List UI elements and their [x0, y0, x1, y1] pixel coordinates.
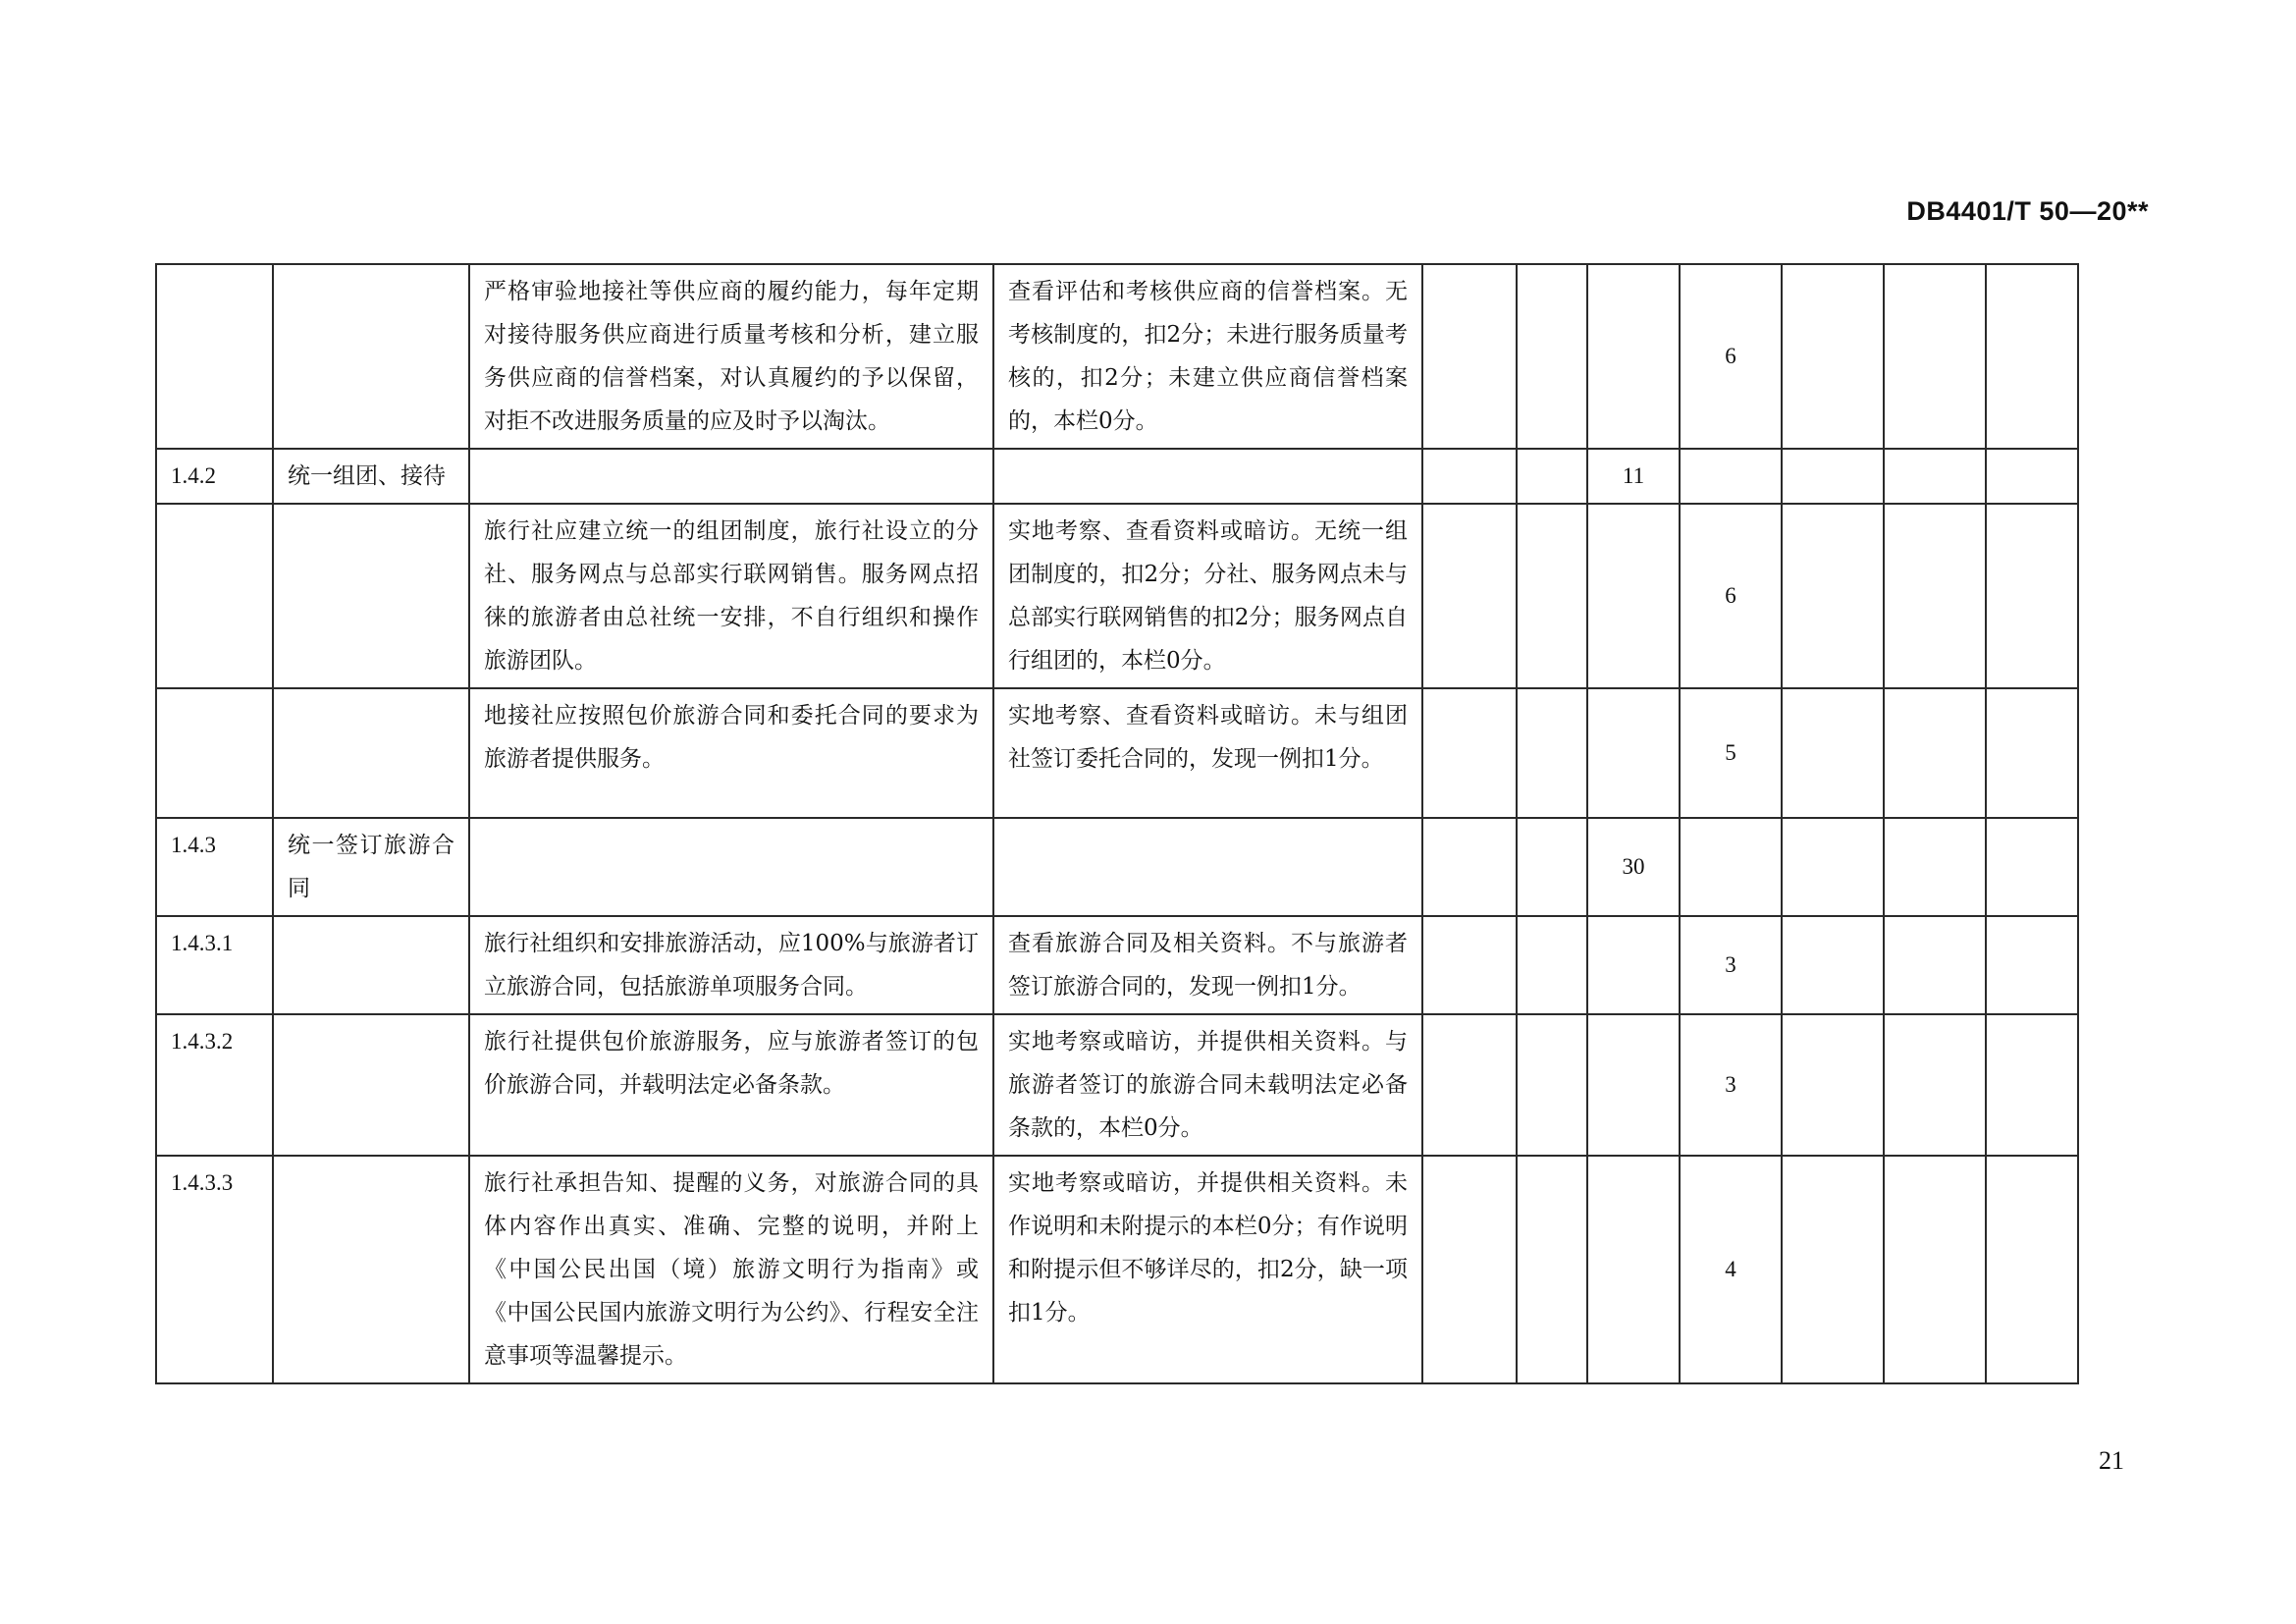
empty-cell: [1422, 916, 1517, 1014]
method-cell: 查看评估和考核供应商的信誉档案。无考核制度的，扣2分；未进行服务质量考核的，扣2分；未建立供应商信誉档案的，本栏0分。: [993, 264, 1422, 449]
empty-cell: [1986, 504, 2078, 688]
score-cell: 3: [1680, 1014, 1782, 1156]
empty-cell: [1517, 504, 1587, 688]
requirement-cell: [469, 449, 993, 504]
empty-cell: [1422, 504, 1517, 688]
empty-cell: [1517, 264, 1587, 449]
empty-cell: [1517, 818, 1587, 916]
score-cell: 5: [1680, 688, 1782, 818]
subtotal-cell: [1587, 504, 1680, 688]
score-cell: 4: [1680, 1156, 1782, 1383]
item-number: 1.4.3.1: [156, 916, 273, 1014]
score-cell: [1680, 449, 1782, 504]
table-row: [156, 1156, 2078, 1383]
empty-cell: [1884, 688, 1986, 818]
empty-cell: [1517, 1014, 1587, 1156]
item-number: 1.4.3: [156, 818, 273, 916]
empty-cell: [1986, 916, 2078, 1014]
item-number: [156, 688, 273, 818]
empty-cell: [1422, 688, 1517, 818]
empty-cell: [1986, 264, 2078, 449]
empty-cell: [1782, 449, 1884, 504]
empty-cell: [1884, 1014, 1986, 1156]
subtotal-cell: [1587, 916, 1680, 1014]
item-number: [156, 504, 273, 688]
method-cell: 实地考察、查看资料或暗访。未与组团社签订委托合同的，发现一例扣1分。: [993, 688, 1422, 818]
item-number: [156, 264, 273, 449]
empty-cell: [1986, 1156, 2078, 1383]
item-number: 1.4.3.3: [156, 1156, 273, 1383]
empty-cell: [1422, 264, 1517, 449]
table-row: [156, 449, 2078, 504]
empty-cell: [1884, 504, 1986, 688]
empty-cell: [1884, 916, 1986, 1014]
subtotal-cell: [1587, 264, 1680, 449]
score-cell: 3: [1680, 916, 1782, 1014]
empty-cell: [1422, 1156, 1517, 1383]
empty-cell: [1782, 504, 1884, 688]
table-row: [156, 818, 2078, 916]
requirement-cell: 旅行社应建立统一的组团制度，旅行社设立的分社、服务网点与总部实行联网销售。服务网点招徕的旅游者由总社统一安排，不自行组织和操作旅游团队。: [469, 504, 993, 688]
empty-cell: [1884, 818, 1986, 916]
item-name: [273, 1014, 469, 1156]
empty-cell: [1782, 688, 1884, 818]
method-cell: [993, 818, 1422, 916]
requirement-cell: 严格审验地接社等供应商的履约能力，每年定期对接待服务供应商进行质量考核和分析，建立服务供应商的信誉档案，对认真履约的予以保留，对拒不改进服务质量的应及时予以淘汰。: [469, 264, 993, 449]
empty-cell: [1986, 449, 2078, 504]
document-code: DB4401/T 50—20**: [1906, 196, 2149, 226]
empty-cell: [1422, 1014, 1517, 1156]
table-row: [156, 1014, 2078, 1156]
subtotal-cell: [1587, 1014, 1680, 1156]
empty-cell: [1782, 818, 1884, 916]
method-cell: 实地考察或暗访，并提供相关资料。与旅游者签订的旅游合同未载明法定必备条款的，本栏0分。: [993, 1014, 1422, 1156]
empty-cell: [1986, 1014, 2078, 1156]
empty-cell: [1986, 688, 2078, 818]
subtotal-cell: 11: [1587, 449, 1680, 504]
score-cell: 6: [1680, 504, 1782, 688]
requirement-cell: 地接社应按照包价旅游合同和委托合同的要求为旅游者提供服务。: [469, 688, 993, 818]
empty-cell: [1517, 449, 1587, 504]
empty-cell: [1422, 449, 1517, 504]
item-name: [273, 264, 469, 449]
item-name: 统一签订旅游合同: [273, 818, 469, 916]
score-cell: 6: [1680, 264, 1782, 449]
empty-cell: [1517, 1156, 1587, 1383]
table-row: [156, 688, 2078, 818]
score-cell: [1680, 818, 1782, 916]
method-cell: [993, 449, 1422, 504]
empty-cell: [1517, 688, 1587, 818]
empty-cell: [1884, 264, 1986, 449]
item-name: [273, 504, 469, 688]
empty-cell: [1782, 1156, 1884, 1383]
subtotal-cell: 30: [1587, 818, 1680, 916]
item-name: [273, 1156, 469, 1383]
method-cell: 实地考察或暗访，并提供相关资料。未作说明和未附提示的本栏0分；有作说明和附提示但不够详尽的，扣2分，缺一项扣1分。: [993, 1156, 1422, 1383]
empty-cell: [1986, 818, 2078, 916]
requirement-cell: 旅行社组织和安排旅游活动，应100%与旅游者订立旅游合同，包括旅游单项服务合同。: [469, 916, 993, 1014]
table-row: [156, 504, 2078, 688]
empty-cell: [1782, 1014, 1884, 1156]
score-table: [155, 263, 2079, 1384]
method-cell: 实地考察、查看资料或暗访。无统一组团制度的，扣2分；分社、服务网点未与总部实行联网销售的扣2分；服务网点自行组团的，本栏0分。: [993, 504, 1422, 688]
empty-cell: [1782, 916, 1884, 1014]
table-row: [156, 264, 2078, 449]
method-cell: 查看旅游合同及相关资料。不与旅游者签订旅游合同的，发现一例扣1分。: [993, 916, 1422, 1014]
requirement-cell: 旅行社提供包价旅游服务，应与旅游者签订的包价旅游合同，并载明法定必备条款。: [469, 1014, 993, 1156]
empty-cell: [1884, 449, 1986, 504]
subtotal-cell: [1587, 1156, 1680, 1383]
item-name: [273, 688, 469, 818]
requirement-cell: [469, 818, 993, 916]
empty-cell: [1517, 916, 1587, 1014]
item-number: 1.4.3.2: [156, 1014, 273, 1156]
item-name: [273, 916, 469, 1014]
empty-cell: [1782, 264, 1884, 449]
item-name: 统一组团、接待: [273, 449, 469, 504]
item-number: 1.4.2: [156, 449, 273, 504]
page-number: 21: [2099, 1446, 2124, 1475]
empty-cell: [1884, 1156, 1986, 1383]
requirement-cell: 旅行社承担告知、提醒的义务，对旅游合同的具体内容作出真实、准确、完整的说明，并附上《中国公民出国（境）旅游文明行为指南》或《中国公民国内旅游文明行为公约》、行程安全注意事项等温馨提示。: [469, 1156, 993, 1383]
subtotal-cell: [1587, 688, 1680, 818]
table-row: [156, 916, 2078, 1014]
empty-cell: [1422, 818, 1517, 916]
